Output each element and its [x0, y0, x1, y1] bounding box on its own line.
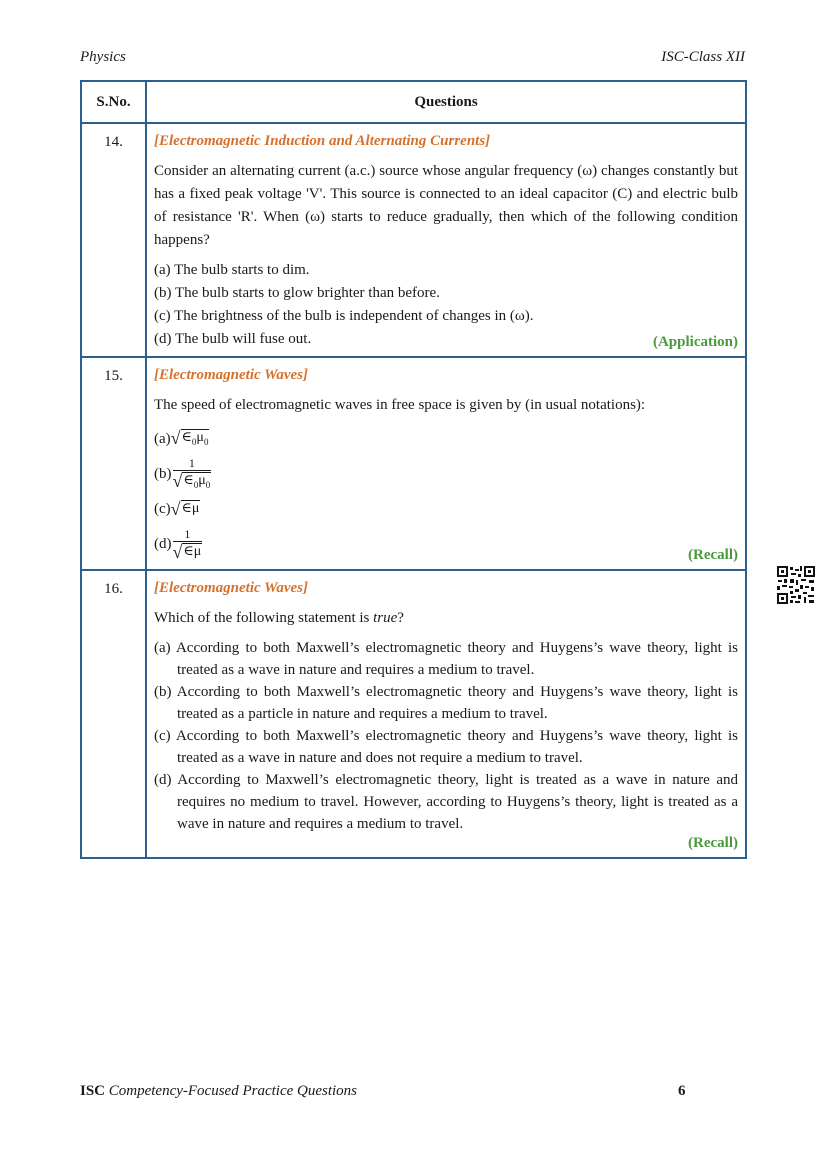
- option-c: [154, 494, 738, 524]
- fraction-formula: [173, 456, 212, 493]
- radical-sign: √: [172, 541, 183, 562]
- option-d: [154, 524, 202, 564]
- option-label: (a): [154, 430, 171, 447]
- option-label: (c): [154, 500, 171, 517]
- question-cell: [146, 570, 746, 858]
- radical-sign: √: [170, 499, 181, 519]
- column-header-questions: Questions: [146, 81, 746, 123]
- question-cell: [146, 357, 746, 570]
- numerator: 1: [188, 455, 195, 470]
- question-row-15: [81, 357, 746, 570]
- radical-sign: √: [172, 470, 183, 491]
- option-d: (d) According to Maxwell’s electromagnetic theory, light is treated as a wave in nature and requires no medium to travel. However, according to Huygens’s theory, light is treated as a wave in nature and requires a medium to travel.: [154, 772, 738, 832]
- option-c: (c) According to both Maxwell’s electromagnetic theory and Huygens’s wave theory, light is treated as a wave in nature and does not require a medium to travel.: [154, 728, 738, 766]
- question-topic: [Electromagnetic Waves]: [154, 367, 308, 383]
- question-cell: [146, 123, 746, 357]
- header-subject: Physics: [80, 49, 126, 65]
- denominator: [173, 470, 212, 493]
- cognitive-level: (Application): [652, 334, 738, 350]
- cognitive-level: (Recall): [688, 547, 738, 563]
- question-number: 16.: [81, 570, 146, 858]
- option-a: (a) According to both Maxwell’s electromagnetic theory and Huygens’s wave theory, light is treated as a wave in nature and requires a medium to travel.: [154, 640, 738, 678]
- option-b: (b) The bulb starts to glow brighter than before.: [154, 285, 440, 301]
- question-topic: [Electromagnetic Induction and Alternating Currents]: [154, 133, 491, 149]
- radicand: ∈μ: [181, 501, 200, 516]
- question-number: 14.: [81, 123, 146, 357]
- qr-code-icon[interactable]: [776, 565, 816, 605]
- option-b: [154, 454, 738, 494]
- question-text: The speed of electromagnetic waves in free space is given by (in usual notations):: [154, 397, 646, 413]
- radicand: $\in_0\mu_0$: [181, 429, 210, 450]
- question-row-16: [81, 570, 746, 858]
- radical-sign: √: [170, 427, 181, 448]
- option-a: [154, 424, 738, 454]
- option-b: (b) According to both Maxwell’s electromagnetic theory and Huygens’s wave theory, light is treated as a particle in nature and requires a medium to travel.: [154, 684, 738, 722]
- question-row-14: [81, 123, 746, 357]
- cognitive-level: (Recall): [688, 835, 738, 851]
- questions-table: [80, 80, 747, 859]
- option-d: (d) The bulb will fuse out.: [154, 331, 312, 347]
- page-number: 6: [678, 1083, 686, 1099]
- option-label: (b): [154, 465, 172, 482]
- table-header-row: [81, 81, 746, 123]
- option-a: (a) The bulb starts to dim.: [154, 262, 310, 278]
- question-topic: [Electromagnetic Waves]: [154, 580, 308, 596]
- question-text: Which of the following statement is true?: [154, 610, 404, 626]
- fraction-formula: [173, 527, 203, 562]
- sqrt-formula: [171, 429, 210, 450]
- radicand: ∈μ: [183, 543, 202, 559]
- option-label: (d): [154, 535, 172, 552]
- sqrt-formula: [171, 500, 201, 518]
- numerator: 1: [184, 526, 191, 541]
- option-c: (c) The brightness of the bulb is independent of changes in (ω).: [154, 308, 534, 324]
- question-number: 15.: [81, 357, 146, 570]
- radicand: $\in_0\mu_0$: [182, 472, 211, 493]
- question-text: Consider an alternating current (a.c.) source whose angular frequency (ω) changes constantly but has a fixed peak voltage 'V'. This source is connected to an ideal capacitor (C) and electric bulb of resistance 'R'. When (ω) starts to reduce gradually, then which of the following condition happens?: [154, 163, 738, 248]
- column-header-sno: S.No.: [81, 81, 146, 123]
- denominator: [173, 541, 203, 562]
- footer-title: ISC Competency-Focused Practice Questions: [80, 1083, 358, 1099]
- header-class: ISC-Class XII: [661, 49, 745, 65]
